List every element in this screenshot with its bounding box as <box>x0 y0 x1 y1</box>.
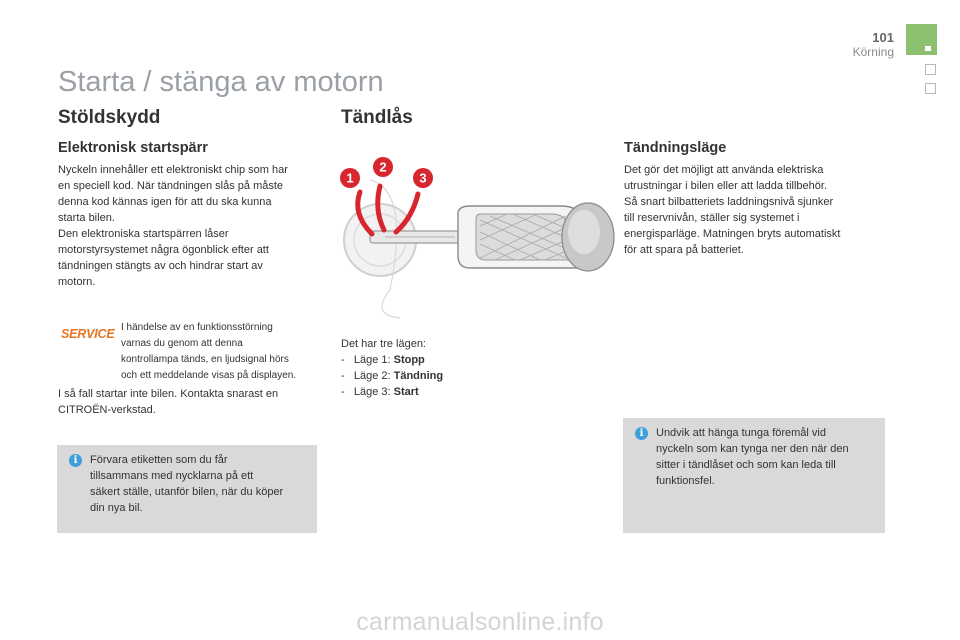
subheading-startsparr: Elektronisk startspärr <box>58 140 208 156</box>
text-line: Förvara etiketten som du får <box>90 454 228 466</box>
list-item: - Läge 1: Stopp <box>341 354 425 366</box>
text-line: I så fall startar inte bilen. Kontakta snarast en <box>58 388 279 400</box>
page-number: 101 <box>872 30 894 45</box>
badge-3-label: 3 <box>419 170 427 186</box>
info-note-right <box>623 418 885 533</box>
list-item: - Läge 2: Tändning <box>341 370 444 382</box>
section-tab-active[interactable] <box>906 24 937 55</box>
text-line: säkert ställe, utanför bilen, när du köper <box>90 486 284 498</box>
badge-1-label: 1 <box>346 170 354 186</box>
contact-workshop-text <box>58 386 326 418</box>
text-line: nyckeln som kan tynga ner den när den <box>656 443 849 455</box>
text-line: motorn. <box>58 276 96 288</box>
text-line: I händelse av en funktionsstörning <box>121 322 273 333</box>
key-fob-highlight <box>568 210 600 254</box>
info-icon: i <box>635 427 648 440</box>
tandningslage-paragraph <box>624 162 892 258</box>
watermark: carmanualsonline.info <box>356 608 604 636</box>
positions-list <box>341 352 443 400</box>
text-line: Den elektroniska startspärren låser <box>58 228 229 240</box>
section-tab[interactable] <box>925 83 936 94</box>
text-line: din nya bil. <box>90 502 143 514</box>
text-line: tillsammans med nycklarna på ett <box>90 470 254 482</box>
badge-2-label: 2 <box>379 159 387 175</box>
section-tab[interactable] <box>925 64 936 75</box>
text-line: en speciell kod. När tändningen slås på måste <box>58 180 284 192</box>
text-line: Det gör det möjligt att använda elektriska <box>624 164 824 176</box>
text-line: energisparläge. Matningen bryts automatiskt <box>624 228 841 240</box>
text-line: Nyckeln innehåller ett elektroniskt chip som har <box>58 164 288 176</box>
subheading-tandningslage: Tändningsläge <box>624 140 727 156</box>
heading-stoldskydd: Stöldskydd <box>58 107 161 128</box>
text-line: kontrollampa tänds, en ljudsignal hörs <box>121 354 289 365</box>
text-line: utrustningar i bilen eller att ladda tillbehör. <box>624 180 828 192</box>
section-name: Körning <box>852 45 894 59</box>
info-note-left <box>57 445 317 533</box>
note-text <box>656 425 880 489</box>
text-line: sitter i tändlåset och som kan leda till <box>656 459 836 471</box>
startsparr-paragraph <box>58 162 326 290</box>
text-line: Så snart bilbatteriets laddningsnivå sjunker <box>624 196 834 208</box>
text-line: denna kod kännas igen för att du ska kunna <box>58 196 272 208</box>
text-line: CITROËN-verkstad. <box>58 404 156 416</box>
note-text <box>90 452 312 516</box>
text-line: varnas du genom att denna <box>121 338 243 349</box>
service-warning-text <box>121 320 331 384</box>
list-item: - Läge 3: Start <box>341 386 419 398</box>
text-line: funktionsfel. <box>656 475 715 487</box>
ignition-key-illustration <box>330 140 620 320</box>
text-line: till reservnivån, ställer sig systemet i <box>624 212 800 224</box>
text-line: Undvik att hänga tunga föremål vid <box>656 427 826 439</box>
text-line: för att spara på batteriet. <box>624 244 744 256</box>
heading-tandlas: Tändlås <box>341 107 413 128</box>
text-line: tändningen stängts av och hindrar start av <box>58 260 263 272</box>
positions-intro: Det har tre lägen: <box>341 338 426 350</box>
text-line: och ett meddelande visas på displayen. <box>121 370 297 381</box>
page-title: Starta / stänga av motorn <box>58 66 384 98</box>
service-warning-icon: SERVICE <box>61 327 115 341</box>
text-line: starta bilen. <box>58 212 115 224</box>
info-icon: i <box>69 454 82 467</box>
text-line: motorstyrsystemet några ögonblick efter att <box>58 244 269 256</box>
